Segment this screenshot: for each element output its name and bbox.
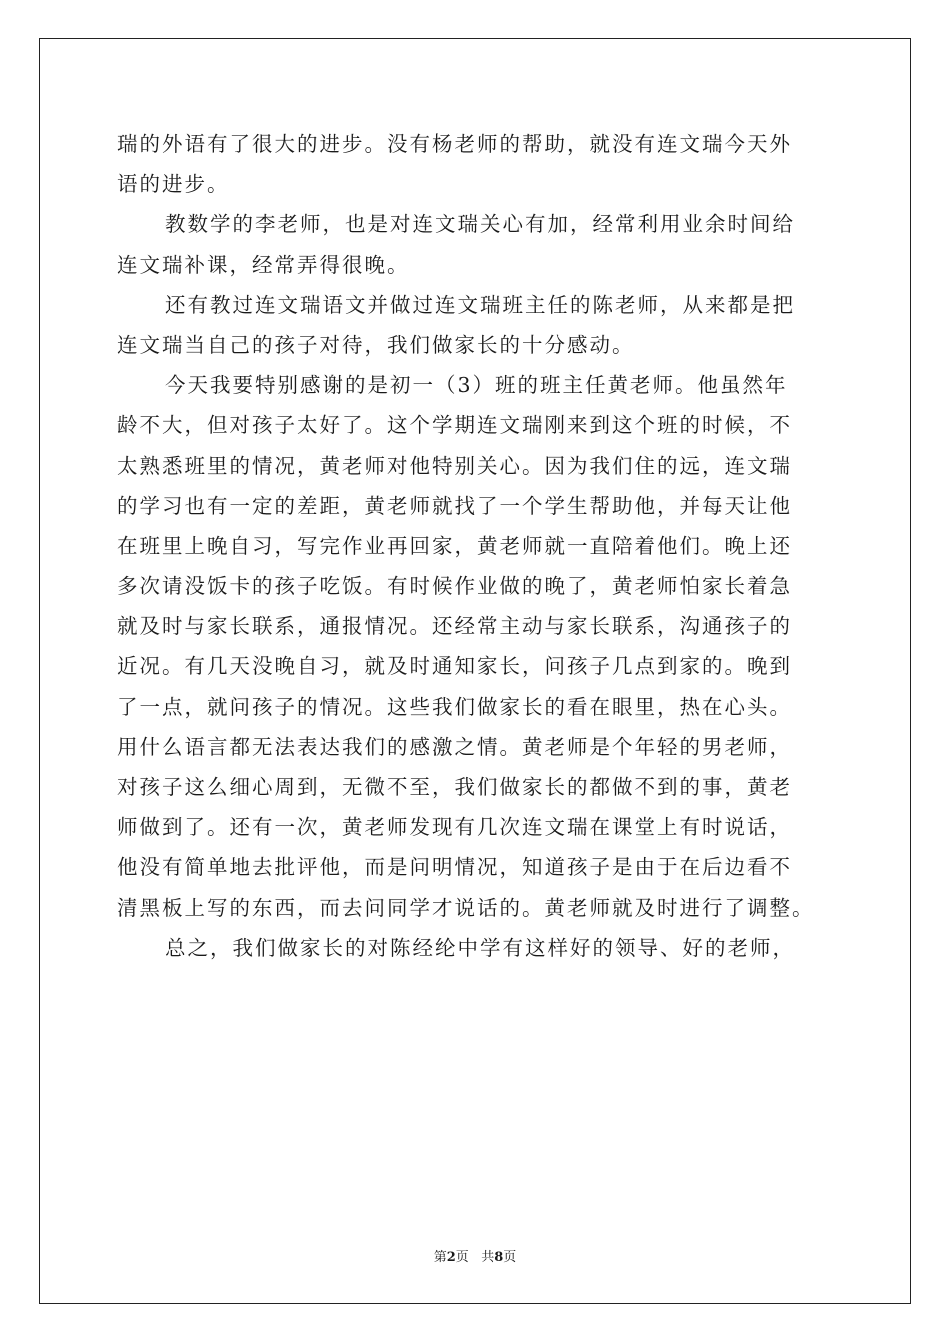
footer-total-pages: 8 <box>494 1250 504 1265</box>
text-line: 就及时与家长联系，通报情况。还经常主动与家长联系，沟通孩子的 <box>117 614 792 639</box>
footer-page-prefix: 第 <box>433 1250 447 1265</box>
text-line: 师做到了。还有一次，黄老师发现有几次连文瑞在课堂上有时说话， <box>117 815 792 840</box>
text-line: 清黑板上写的东西，而去问同学才说话的。黄老师就及时进行了调整。 <box>117 895 815 920</box>
text-line: 龄不大，但对孩子太好了。这个学期连文瑞刚来到这个班的时候，不 <box>117 413 792 438</box>
text-line: 还有教过连文瑞语文并做过连文瑞班主任的陈老师，从来都是把 <box>165 292 795 317</box>
text-line: 太熟悉班里的情况，黄老师对他特别关心。因为我们住的远，连文瑞 <box>117 453 792 478</box>
text-line: 语的进步。 <box>117 172 230 197</box>
text-line: 教数学的李老师，也是对连文瑞关心有加，经常利用业余时间给 <box>165 212 795 237</box>
text-line: 的学习也有一定的差距，黄老师就找了一个学生帮助他，并每天让他 <box>117 493 792 518</box>
footer-page-suffix: 页 <box>455 1250 469 1265</box>
document-body <box>117 124 857 968</box>
text-line: 了一点，就问孩子的情况。这些我们做家长的看在眼里，热在心头。 <box>117 694 792 719</box>
text-line: 他没有简单地去批评他，而是问明情况，知道孩子是由于在后边看不 <box>117 855 792 880</box>
text-line: 瑞的外语有了很大的进步。没有杨老师的帮助，就没有连文瑞今天外 <box>117 132 792 156</box>
text-line: 在班里上晚自习，写完作业再回家，黄老师就一直陪着他们。晚上还 <box>117 533 792 558</box>
text-line: 近况。有几天没晚自习，就及时通知家长，问孩子几点到家的。晚到 <box>117 654 792 679</box>
footer-page-number: 2 <box>446 1250 456 1265</box>
text-line: 对孩子这么细心周到，无微不至，我们做家长的都做不到的事，黄老 <box>117 775 792 799</box>
text-line: 用什么语言都无法表达我们的感激之情。黄老师是个年轻的男老师， <box>117 734 792 759</box>
text-line: 总之，我们做家长的对陈经纶中学有这样好的领导、好的老师， <box>165 935 795 960</box>
text-line: 今天我要特别感谢的是初一（3）班的班主任黄老师。他虽然年 <box>165 373 788 398</box>
text-line: 连文瑞补课，经常弄得很晚。 <box>117 252 410 277</box>
footer-total-prefix: 共 <box>481 1250 495 1265</box>
text-line: 多次请没饭卡的孩子吃饭。有时候作业做的晚了，黄老师怕家长着急 <box>117 574 792 599</box>
footer-total-suffix: 页 <box>503 1250 517 1265</box>
text-line: 连文瑞当自己的孩子对待，我们做家长的十分感动。 <box>117 332 635 357</box>
page-footer <box>0 1246 950 1265</box>
